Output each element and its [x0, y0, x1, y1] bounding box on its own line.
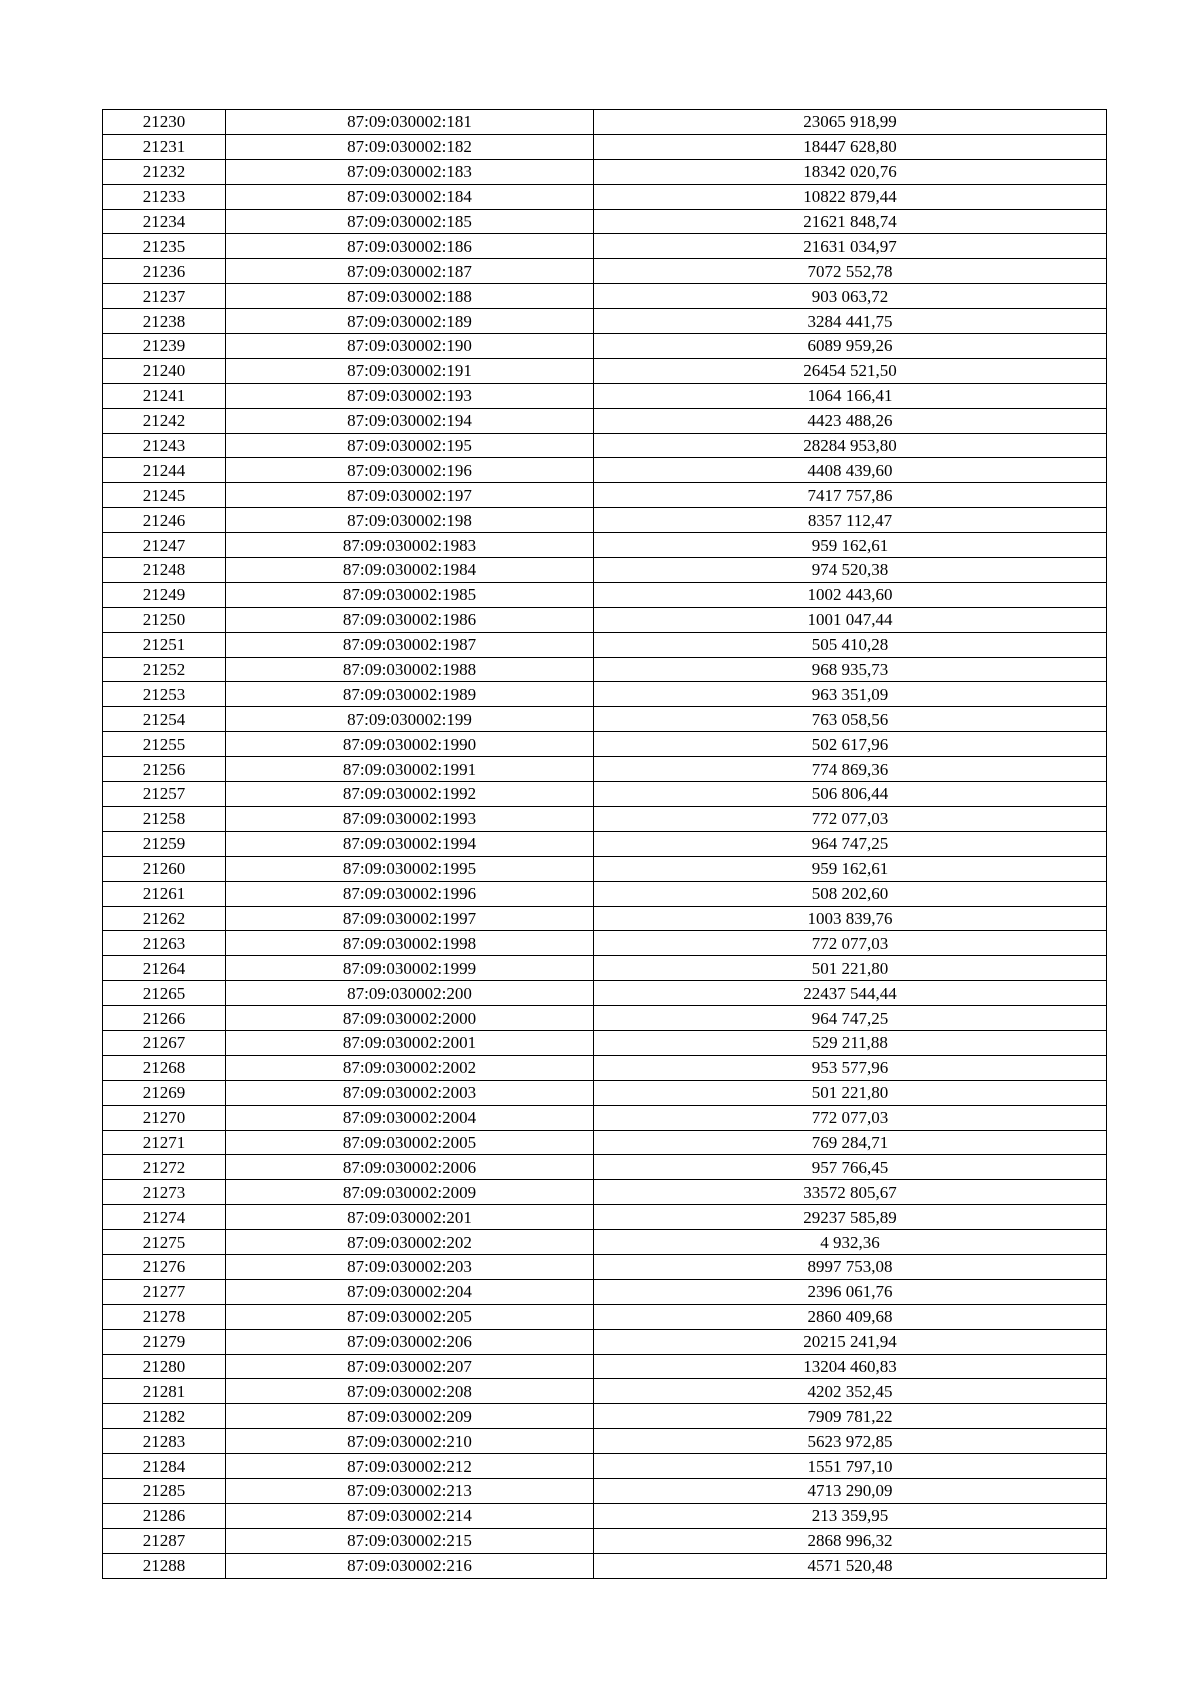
table-row	[103, 508, 1107, 533]
cadastral-value-cell: 2860 409,68	[594, 1304, 1107, 1329]
cadastral-value-cell: 7909 781,22	[594, 1404, 1107, 1429]
cadastral-value-cell: 957 766,45	[594, 1155, 1107, 1180]
table-row	[103, 1254, 1107, 1279]
table-row	[103, 981, 1107, 1006]
cadastral-number-cell: 87:09:030002:2000	[226, 1006, 594, 1031]
cadastral-number-cell: 87:09:030002:195	[226, 433, 594, 458]
cadastral-value-cell: 18447 628,80	[594, 134, 1107, 159]
cadastral-number-cell: 87:09:030002:1994	[226, 831, 594, 856]
row-number-cell: 21250	[103, 607, 226, 632]
cadastral-value-cell: 10822 879,44	[594, 184, 1107, 209]
row-number-cell: 21261	[103, 881, 226, 906]
table-row	[103, 1553, 1107, 1578]
cadastral-value-cell: 4 932,36	[594, 1230, 1107, 1255]
table-row	[103, 1329, 1107, 1354]
row-number-cell: 21282	[103, 1404, 226, 1429]
table-row	[103, 931, 1107, 956]
table-row	[103, 782, 1107, 807]
row-number-cell: 21244	[103, 458, 226, 483]
cadastral-value-cell: 6089 959,26	[594, 334, 1107, 359]
row-number-cell: 21266	[103, 1006, 226, 1031]
cadastral-value-cell: 964 747,25	[594, 831, 1107, 856]
cadastral-number-cell: 87:09:030002:205	[226, 1304, 594, 1329]
cadastral-value-cell: 501 221,80	[594, 1080, 1107, 1105]
cadastral-value-cell: 2396 061,76	[594, 1279, 1107, 1304]
table-row	[103, 110, 1107, 135]
cadastral-number-cell: 87:09:030002:2006	[226, 1155, 594, 1180]
table-row	[103, 483, 1107, 508]
row-number-cell: 21235	[103, 234, 226, 259]
cadastral-number-cell: 87:09:030002:199	[226, 707, 594, 732]
row-number-cell: 21286	[103, 1503, 226, 1528]
cadastral-value-cell: 772 077,03	[594, 1105, 1107, 1130]
table-row	[103, 383, 1107, 408]
table-row	[103, 1354, 1107, 1379]
cadastral-number-cell: 87:09:030002:1990	[226, 732, 594, 757]
row-number-cell: 21263	[103, 931, 226, 956]
cadastral-value-cell: 529 211,88	[594, 1030, 1107, 1055]
cadastral-number-cell: 87:09:030002:207	[226, 1354, 594, 1379]
row-number-cell: 21233	[103, 184, 226, 209]
cadastral-value-cell: 505 410,28	[594, 632, 1107, 657]
table-row	[103, 831, 1107, 856]
cadastral-number-cell: 87:09:030002:213	[226, 1478, 594, 1503]
cadastral-number-cell: 87:09:030002:216	[226, 1553, 594, 1578]
table-row	[103, 1304, 1107, 1329]
row-number-cell: 21269	[103, 1080, 226, 1105]
row-number-cell: 21276	[103, 1254, 226, 1279]
row-number-cell: 21243	[103, 433, 226, 458]
cadastral-value-cell: 1001 047,44	[594, 607, 1107, 632]
row-number-cell: 21240	[103, 358, 226, 383]
row-number-cell: 21246	[103, 508, 226, 533]
cadastral-value-cell: 4713 290,09	[594, 1478, 1107, 1503]
cadastral-value-cell: 2868 996,32	[594, 1528, 1107, 1553]
table-row	[103, 1080, 1107, 1105]
table-row	[103, 1429, 1107, 1454]
cadastral-number-cell: 87:09:030002:1998	[226, 931, 594, 956]
cadastral-number-cell: 87:09:030002:194	[226, 408, 594, 433]
row-number-cell: 21268	[103, 1055, 226, 1080]
cadastral-number-cell: 87:09:030002:214	[226, 1503, 594, 1528]
row-number-cell: 21237	[103, 284, 226, 309]
cadastral-value-cell: 968 935,73	[594, 657, 1107, 682]
table-row	[103, 682, 1107, 707]
cadastral-value-cell: 5623 972,85	[594, 1429, 1107, 1454]
row-number-cell: 21255	[103, 732, 226, 757]
row-number-cell: 21231	[103, 134, 226, 159]
row-number-cell: 21248	[103, 558, 226, 583]
cadastral-value-cell: 4423 488,26	[594, 408, 1107, 433]
row-number-cell: 21238	[103, 309, 226, 334]
row-number-cell: 21249	[103, 582, 226, 607]
cadastral-number-cell: 87:09:030002:188	[226, 284, 594, 309]
cadastral-number-cell: 87:09:030002:202	[226, 1230, 594, 1255]
cadastral-value-cell: 959 162,61	[594, 533, 1107, 558]
row-number-cell: 21245	[103, 483, 226, 508]
cadastral-number-cell: 87:09:030002:183	[226, 159, 594, 184]
row-number-cell: 21265	[103, 981, 226, 1006]
cadastral-value-cell: 1002 443,60	[594, 582, 1107, 607]
row-number-cell: 21274	[103, 1205, 226, 1230]
row-number-cell: 21258	[103, 806, 226, 831]
table-row	[103, 1230, 1107, 1255]
cadastral-value-cell: 964 747,25	[594, 1006, 1107, 1031]
table-row	[103, 1130, 1107, 1155]
cadastral-number-cell: 87:09:030002:197	[226, 483, 594, 508]
cadastral-value-cell: 774 869,36	[594, 757, 1107, 782]
cadastral-value-cell: 1064 166,41	[594, 383, 1107, 408]
cadastral-value-cell: 26454 521,50	[594, 358, 1107, 383]
table-row	[103, 1404, 1107, 1429]
table-row	[103, 1478, 1107, 1503]
cadastral-value-cell: 22437 544,44	[594, 981, 1107, 1006]
row-number-cell: 21285	[103, 1478, 226, 1503]
cadastral-number-cell: 87:09:030002:2005	[226, 1130, 594, 1155]
row-number-cell: 21230	[103, 110, 226, 135]
row-number-cell: 21275	[103, 1230, 226, 1255]
cadastral-number-cell: 87:09:030002:1985	[226, 582, 594, 607]
cadastral-value-cell: 501 221,80	[594, 956, 1107, 981]
row-number-cell: 21251	[103, 632, 226, 657]
cadastral-value-cell: 4408 439,60	[594, 458, 1107, 483]
cadastral-number-cell: 87:09:030002:2004	[226, 1105, 594, 1130]
cadastral-value-cell: 963 351,09	[594, 682, 1107, 707]
cadastral-number-cell: 87:09:030002:200	[226, 981, 594, 1006]
table-row	[103, 209, 1107, 234]
cadastral-value-cell: 4571 520,48	[594, 1553, 1107, 1578]
table-row	[103, 757, 1107, 782]
table-row	[103, 408, 1107, 433]
cadastral-value-cell: 23065 918,99	[594, 110, 1107, 135]
row-number-cell: 21277	[103, 1279, 226, 1304]
cadastral-number-cell: 87:09:030002:198	[226, 508, 594, 533]
cadastral-number-cell: 87:09:030002:1988	[226, 657, 594, 682]
row-number-cell: 21270	[103, 1105, 226, 1130]
cadastral-number-cell: 87:09:030002:1992	[226, 782, 594, 807]
cadastral-value-cell: 21631 034,97	[594, 234, 1107, 259]
table-row	[103, 1006, 1107, 1031]
table-row	[103, 358, 1107, 383]
row-number-cell: 21239	[103, 334, 226, 359]
cadastral-number-cell: 87:09:030002:196	[226, 458, 594, 483]
table-row	[103, 1055, 1107, 1080]
cadastral-value-cell: 763 058,56	[594, 707, 1107, 732]
table-row	[103, 1454, 1107, 1479]
table-row	[103, 956, 1107, 981]
table-row	[103, 284, 1107, 309]
table-row	[103, 458, 1107, 483]
row-number-cell: 21283	[103, 1429, 226, 1454]
cadastral-value-cell: 213 359,95	[594, 1503, 1107, 1528]
cadastral-value-cell: 974 520,38	[594, 558, 1107, 583]
table-row	[103, 1503, 1107, 1528]
cadastral-value-cell: 8997 753,08	[594, 1254, 1107, 1279]
cadastral-value-cell: 502 617,96	[594, 732, 1107, 757]
cadastral-number-cell: 87:09:030002:193	[226, 383, 594, 408]
cadastral-number-cell: 87:09:030002:1984	[226, 558, 594, 583]
cadastral-number-cell: 87:09:030002:208	[226, 1379, 594, 1404]
cadastral-value-cell: 3284 441,75	[594, 309, 1107, 334]
cadastral-value-cell: 28284 953,80	[594, 433, 1107, 458]
cadastral-number-cell: 87:09:030002:187	[226, 259, 594, 284]
table-row	[103, 334, 1107, 359]
cadastral-number-cell: 87:09:030002:186	[226, 234, 594, 259]
cadastral-number-cell: 87:09:030002:1995	[226, 856, 594, 881]
table-row	[103, 906, 1107, 931]
table-row	[103, 582, 1107, 607]
table-row	[103, 806, 1107, 831]
cadastral-number-cell: 87:09:030002:204	[226, 1279, 594, 1304]
cadastral-number-cell: 87:09:030002:190	[226, 334, 594, 359]
cadastral-number-cell: 87:09:030002:191	[226, 358, 594, 383]
table-row	[103, 558, 1107, 583]
table-row	[103, 881, 1107, 906]
cadastral-value-cell: 7417 757,86	[594, 483, 1107, 508]
row-number-cell: 21241	[103, 383, 226, 408]
row-number-cell: 21254	[103, 707, 226, 732]
row-number-cell: 21253	[103, 682, 226, 707]
table-row	[103, 1205, 1107, 1230]
table-row	[103, 632, 1107, 657]
row-number-cell: 21272	[103, 1155, 226, 1180]
table-row	[103, 1279, 1107, 1304]
cadastral-value-cell: 772 077,03	[594, 806, 1107, 831]
cadastral-value-table	[102, 109, 1107, 1579]
row-number-cell: 21260	[103, 856, 226, 881]
row-number-cell: 21280	[103, 1354, 226, 1379]
table-row	[103, 259, 1107, 284]
table-row	[103, 234, 1107, 259]
cadastral-number-cell: 87:09:030002:212	[226, 1454, 594, 1479]
row-number-cell: 21278	[103, 1304, 226, 1329]
cadastral-number-cell: 87:09:030002:2003	[226, 1080, 594, 1105]
cadastral-number-cell: 87:09:030002:215	[226, 1528, 594, 1553]
row-number-cell: 21252	[103, 657, 226, 682]
row-number-cell: 21281	[103, 1379, 226, 1404]
cadastral-value-cell: 506 806,44	[594, 782, 1107, 807]
row-number-cell: 21234	[103, 209, 226, 234]
cadastral-number-cell: 87:09:030002:1987	[226, 632, 594, 657]
table-row	[103, 856, 1107, 881]
table-row	[103, 184, 1107, 209]
table-body	[103, 110, 1107, 1579]
table-row	[103, 732, 1107, 757]
table-row	[103, 134, 1107, 159]
cadastral-value-cell: 508 202,60	[594, 881, 1107, 906]
row-number-cell: 21287	[103, 1528, 226, 1553]
cadastral-value-cell: 953 577,96	[594, 1055, 1107, 1080]
row-number-cell: 21279	[103, 1329, 226, 1354]
table-row	[103, 1180, 1107, 1205]
table-row	[103, 309, 1107, 334]
cadastral-value-cell: 1551 797,10	[594, 1454, 1107, 1479]
cadastral-number-cell: 87:09:030002:1986	[226, 607, 594, 632]
table-row	[103, 1379, 1107, 1404]
table-row	[103, 1030, 1107, 1055]
cadastral-value-cell: 772 077,03	[594, 931, 1107, 956]
cadastral-value-cell: 1003 839,76	[594, 906, 1107, 931]
cadastral-value-cell: 4202 352,45	[594, 1379, 1107, 1404]
cadastral-number-cell: 87:09:030002:209	[226, 1404, 594, 1429]
cadastral-value-cell: 33572 805,67	[594, 1180, 1107, 1205]
cadastral-number-cell: 87:09:030002:201	[226, 1205, 594, 1230]
table-row	[103, 1105, 1107, 1130]
row-number-cell: 21232	[103, 159, 226, 184]
cadastral-number-cell: 87:09:030002:1999	[226, 956, 594, 981]
cadastral-number-cell: 87:09:030002:1983	[226, 533, 594, 558]
row-number-cell: 21259	[103, 831, 226, 856]
cadastral-number-cell: 87:09:030002:210	[226, 1429, 594, 1454]
cadastral-number-cell: 87:09:030002:1989	[226, 682, 594, 707]
row-number-cell: 21273	[103, 1180, 226, 1205]
cadastral-number-cell: 87:09:030002:181	[226, 110, 594, 135]
cadastral-number-cell: 87:09:030002:184	[226, 184, 594, 209]
cadastral-number-cell: 87:09:030002:1993	[226, 806, 594, 831]
cadastral-number-cell: 87:09:030002:1991	[226, 757, 594, 782]
row-number-cell: 21247	[103, 533, 226, 558]
row-number-cell: 21271	[103, 1130, 226, 1155]
cadastral-value-cell: 769 284,71	[594, 1130, 1107, 1155]
cadastral-value-cell: 29237 585,89	[594, 1205, 1107, 1230]
table-row	[103, 159, 1107, 184]
cadastral-value-cell: 903 063,72	[594, 284, 1107, 309]
cadastral-number-cell: 87:09:030002:2001	[226, 1030, 594, 1055]
table-row	[103, 1528, 1107, 1553]
table-row	[103, 707, 1107, 732]
table-row	[103, 607, 1107, 632]
cadastral-number-cell: 87:09:030002:185	[226, 209, 594, 234]
cadastral-number-cell: 87:09:030002:1996	[226, 881, 594, 906]
row-number-cell: 21256	[103, 757, 226, 782]
row-number-cell: 21264	[103, 956, 226, 981]
row-number-cell: 21242	[103, 408, 226, 433]
cadastral-value-cell: 13204 460,83	[594, 1354, 1107, 1379]
cadastral-number-cell: 87:09:030002:2009	[226, 1180, 594, 1205]
cadastral-number-cell: 87:09:030002:1997	[226, 906, 594, 931]
cadastral-number-cell: 87:09:030002:189	[226, 309, 594, 334]
cadastral-value-cell: 7072 552,78	[594, 259, 1107, 284]
cadastral-number-cell: 87:09:030002:182	[226, 134, 594, 159]
cadastral-value-cell: 21621 848,74	[594, 209, 1107, 234]
row-number-cell: 21257	[103, 782, 226, 807]
row-number-cell: 21267	[103, 1030, 226, 1055]
cadastral-value-cell: 8357 112,47	[594, 508, 1107, 533]
table-row	[103, 657, 1107, 682]
cadastral-value-cell: 18342 020,76	[594, 159, 1107, 184]
cadastral-number-cell: 87:09:030002:206	[226, 1329, 594, 1354]
cadastral-number-cell: 87:09:030002:203	[226, 1254, 594, 1279]
row-number-cell: 21284	[103, 1454, 226, 1479]
cadastral-value-cell: 20215 241,94	[594, 1329, 1107, 1354]
table-row	[103, 1155, 1107, 1180]
row-number-cell: 21236	[103, 259, 226, 284]
row-number-cell: 21288	[103, 1553, 226, 1578]
cadastral-number-cell: 87:09:030002:2002	[226, 1055, 594, 1080]
table-row	[103, 433, 1107, 458]
cadastral-value-cell: 959 162,61	[594, 856, 1107, 881]
table-row	[103, 533, 1107, 558]
row-number-cell: 21262	[103, 906, 226, 931]
